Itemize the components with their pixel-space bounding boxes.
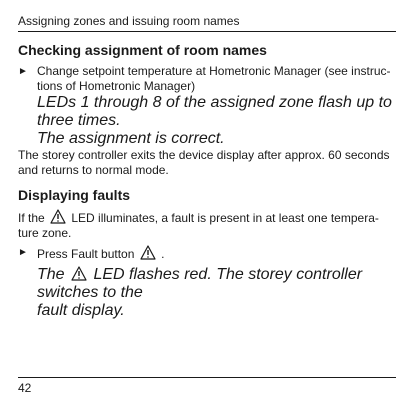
result-text: The <box>37 266 65 283</box>
result-text: LED flashes red. The storey controller switches to the <box>37 266 363 301</box>
step-result-fault <box>18 266 396 320</box>
bullet-arrow-icon: ► <box>18 247 28 258</box>
instruction-step-fault-button <box>18 245 396 262</box>
fault-intro-text: LED illuminates, a fault is present in at least one tempera- <box>71 211 379 225</box>
step-text: . <box>161 247 165 261</box>
fault-intro-text: If the <box>18 211 45 225</box>
footer-divider <box>18 377 396 378</box>
page-content <box>18 42 396 320</box>
step-text: Press Fault button <box>37 247 135 261</box>
result-text-line <box>37 266 396 302</box>
instruction-step-setpoint <box>18 64 396 94</box>
fault-intro <box>18 209 396 226</box>
step-text-line: tions of Hometronic Manager) <box>37 79 196 93</box>
step-text-line: Change setpoint temperature at Hometronic Manager (see instruc- <box>37 64 391 78</box>
result-text-line: fault display. <box>37 302 125 319</box>
body-note-line: The storey controller exits the device display after approx. 60 seconds <box>18 148 390 162</box>
result-text-line: LEDs 1 through 8 of the assigned zone flash up to three times. <box>37 94 392 129</box>
section-heading-room-names: Checking assignment of room names <box>18 42 267 58</box>
warning-triangle-icon <box>50 209 66 224</box>
warning-triangle-icon <box>140 245 156 260</box>
page-number: 42 <box>18 381 32 395</box>
section-heading-faults: Displaying faults <box>18 187 131 203</box>
fault-intro-line2: ture zone. <box>18 226 72 240</box>
warning-triangle-icon <box>71 266 87 281</box>
running-header: Assigning zones and issuing room names <box>18 14 396 32</box>
result-text-line: The assignment is correct. <box>37 130 225 147</box>
bullet-arrow-icon: ► <box>18 66 28 77</box>
step-result <box>18 94 396 148</box>
body-note-line: and returns to normal mode. <box>18 163 169 177</box>
